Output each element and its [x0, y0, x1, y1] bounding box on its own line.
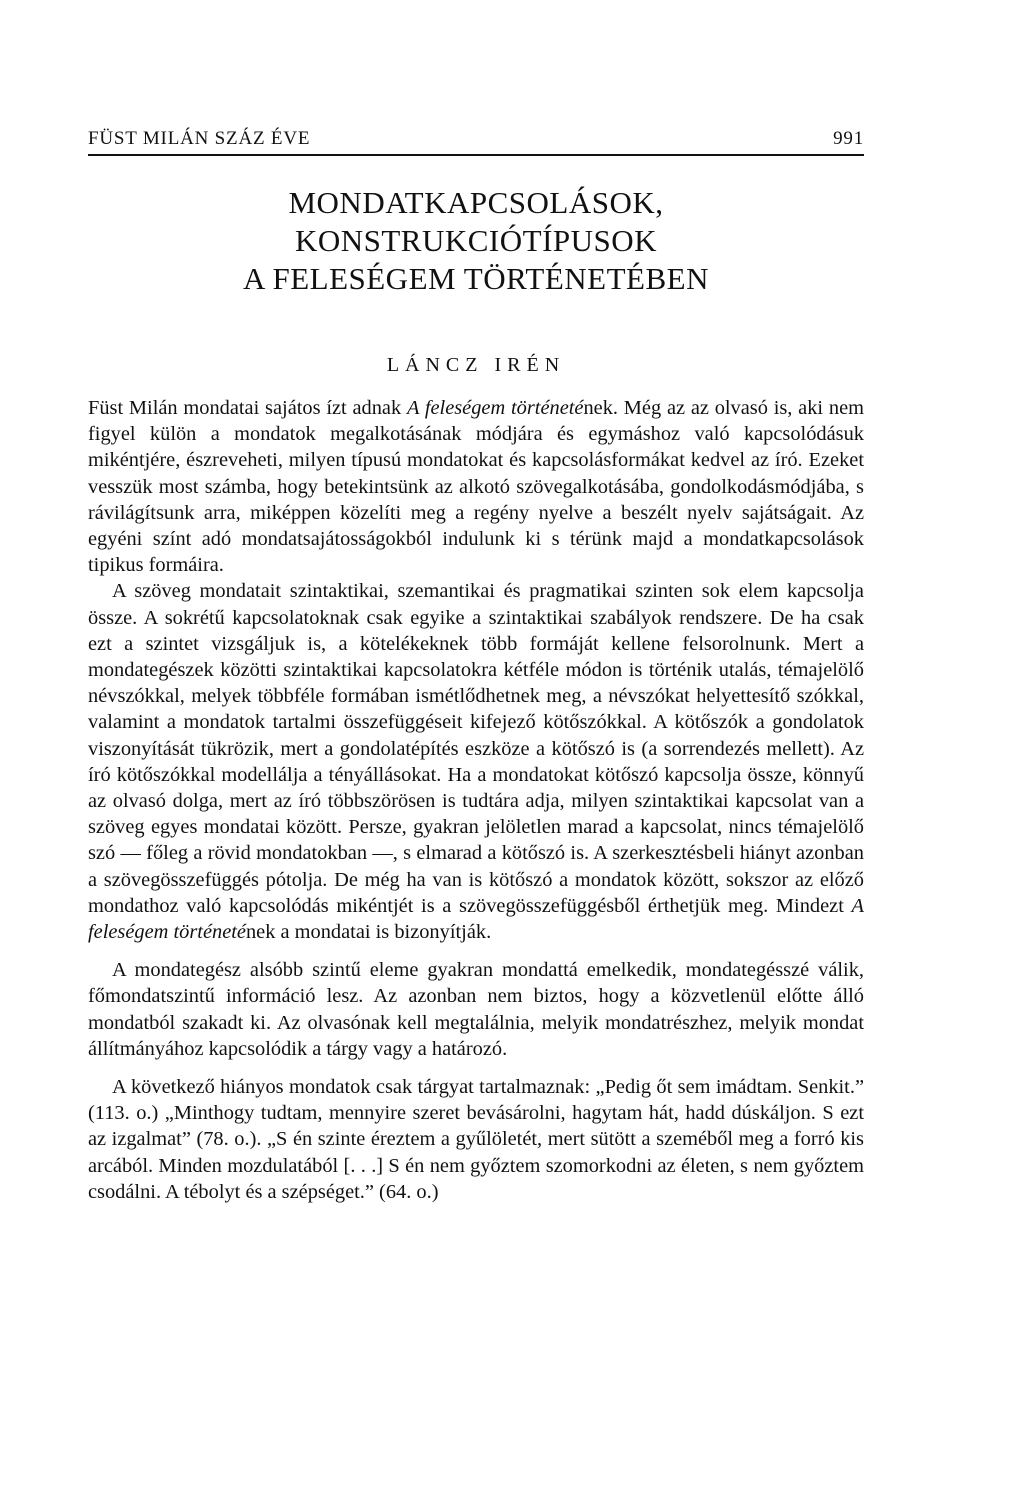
article-body — [88, 395, 864, 1205]
paragraph — [88, 395, 864, 578]
paragraph — [88, 1074, 864, 1205]
running-title: FÜST MILÁN SZÁZ ÉVE — [88, 128, 311, 149]
paragraph-text: nek a mondatai is bizonyítják. — [245, 921, 492, 944]
document-page — [88, 128, 864, 1205]
paragraph-text: A következő hiányos mondatok csak tárgyat tartalmaznak: „Pedig őt sem imádtam. Senkit.” (113. o.) „Minthogy tudtam, mennyire szeret bevásárolni, hagytam hát, hadd dúskáljon. S ezt az izgalmat” (78. o.). „S én szinte éreztem a gyűlöletét, mert sütött a szeméből meg a forró kis arcából. Minden mozdulatából [. . .] S én nem győztem szomorkodni az életen, s nem győztem csodálni. A tébolyt és a szépséget.” (64. o.) — [88, 1076, 864, 1203]
paragraph-text: A szöveg mondatait szintaktikai, szemantikai és pragmatikai szinten sok elem kapcsolja össze. A sokrétű kapcsolatoknak csak egyike a szintaktikai szabályok rendszere. De ha csak ezt a szintet vizsgáljuk is, a kötelékeknek több formáját kellene felsorolnunk. Mert a mondategészek közötti szintaktikai kapcsolatokra kétféle módon is történik utalás, témajelölő névszókkal, melyek többféle formában ismétlődhetnek meg, a névszókat helyettesítő szókkal, valamint a mondatok tartalmi összefüggéseit kifejező kötőszókkal. A kötőszók a gondolatok viszonyítását tükrözik, mert a gondolatépítés eszköze a kötőszó is (a sorrendezés mellett). Az író kötőszókkal modellálja a tényállásokat. Ha a mondatokat kötőszó kapcsolja össze, könnyű az olvasó dolga, mert az író többszörösen is tudtára adja, milyen szintaktikai kapcsolat van a szöveg egyes mondatai között. Persze, gyakran jelöletlen marad a kapcsolat, nincs témajelölő szó — főleg a rövid mondatokban —, s elmarad a kötőszó is. A szerkesztésbeli hiányt azonban a szövegösszefüggés pótolja. De még ha van is kötőszó a mondatok között, sokszor az előző mondathoz való kapcsolódás mikéntjét is a szövegösszefüggésből érthetjük meg. Mindezt — [88, 580, 864, 917]
title-line: A FELESÉGEM TÖRTÉNETÉBEN — [243, 261, 709, 296]
title-line: MONDATKAPCSOLÁSOK, — [288, 185, 664, 220]
paragraph-text: A mondategész alsóbb szintű eleme gyakran mondattá emelkedik, mondategésszé válik, főmondatszintű információ lesz. Az azonban nem biztos, hogy a közvetlenül előtte álló mondatból szakadt ki. Az olvasónak kell megtalálnia, melyik mondatrészhez, melyik mondat állítmányához kapcsolódik a tárgy vagy a határozó. — [88, 959, 864, 1060]
author-name: LÁNCZ IRÉN — [386, 354, 566, 376]
paragraph — [88, 578, 864, 945]
book-title: A feleségem történeté — [88, 894, 864, 944]
page-number: 991 — [833, 128, 864, 149]
book-title: A feleségem történeté — [406, 397, 584, 419]
article-title — [88, 184, 864, 298]
title-line: KONSTRUKCIÓTÍPUSOK — [294, 223, 658, 258]
paragraph — [88, 957, 864, 1062]
paragraph-text: Füst Milán mondatai sajátos ízt adnak — [88, 397, 407, 419]
paragraph-text: nek. Még az az olvasó is, aki nem figyel külön a mondatok megalkotásának módjára és egymáshoz való kapcsolódásuk mikéntjére, észreveheti, milyen típusú mondatokat és kapcsolásformákat kedvel az író. Ezeket vesszük most számba, hogy betekintsünk az alkotó szövegalkotásába, gondolkodásmódjába, s rávilágítsunk arra, miképpen közelíti meg a regény nyelve a beszélt nyelv sajátságait. Az egyéni színt adó mondatsajátosságokból indulunk ki s térünk majd a mondatkapcsolások tipikus formáira. — [88, 397, 864, 577]
running-header — [88, 128, 864, 156]
